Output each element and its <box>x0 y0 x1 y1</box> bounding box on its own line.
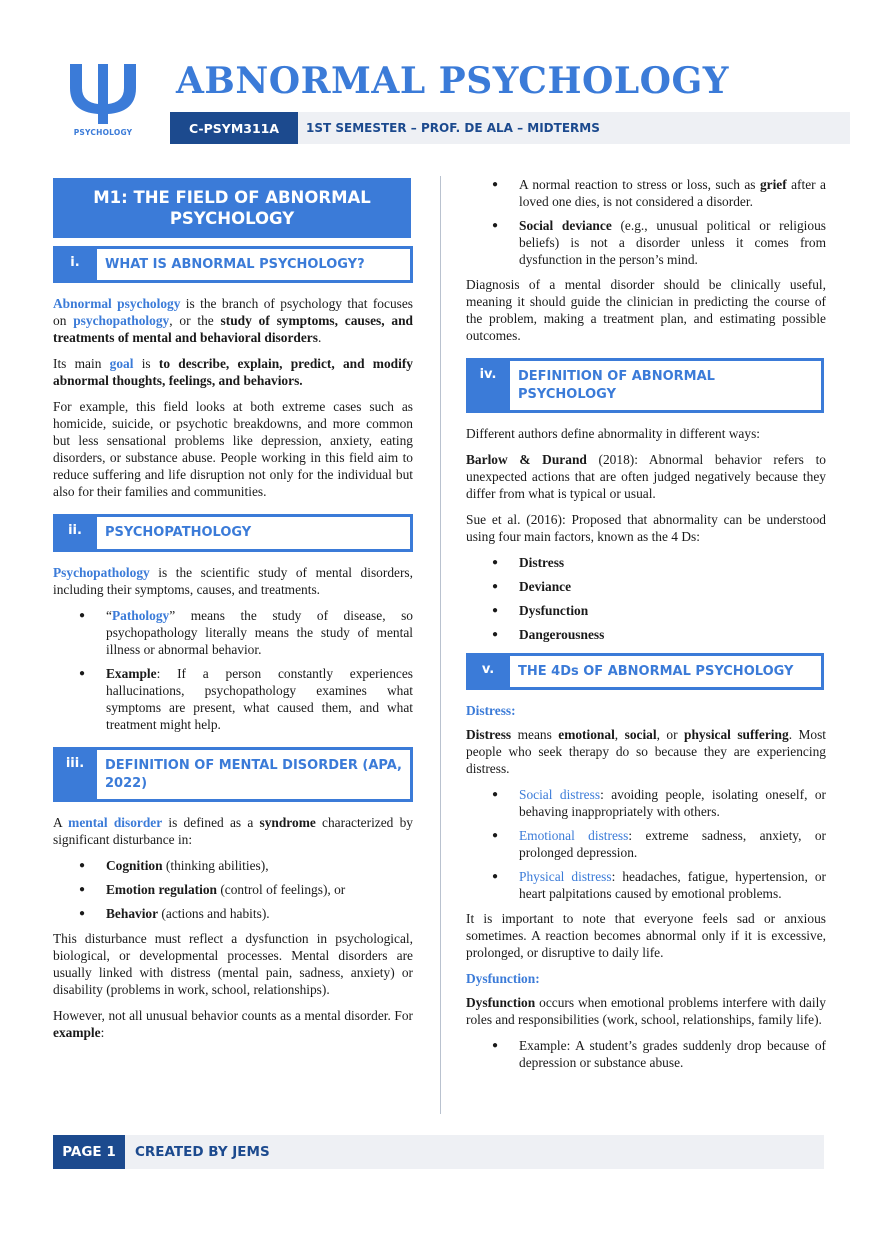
footer-bar <box>53 1135 824 1169</box>
subheading-distress: Distress: <box>466 703 516 718</box>
bullet-list <box>466 1037 826 1071</box>
four-ds-list <box>466 554 826 643</box>
list-item: ● Behavior (actions and habits). <box>53 905 413 922</box>
column-divider <box>440 176 441 1114</box>
course-code: C-PSYM311A <box>170 112 298 144</box>
paragraph: For example, this field looks at both extreme cases such as homicide, suicide, or psychotic breakdowns, and more common but less sensational problems like depression, anxiety, eating disorders, or substance abuse. People working in this field aim to reduce suffering and life disruption not only for the individual but also for their families and communities. <box>53 399 413 499</box>
document-title: ABNORMAL PSYCHOLOGY <box>176 60 729 102</box>
section-header-i <box>53 246 413 283</box>
paragraph: Its main goal is to describe, explain, predict, and modify abnormal thoughts, feelings, and behaviors. <box>53 356 413 388</box>
paragraph: Diagnosis of a mental disorder should be clinically useful, meaning it should guide the clinician in predicting the course of the problem, making a treatment plan, and estimating possible outcomes. <box>466 277 826 343</box>
subheading-dysfunction: Dysfunction: <box>466 971 540 986</box>
section-header-iii <box>53 747 413 802</box>
paragraph: However, not all unusual behavior counts as a mental disorder. For example: <box>53 1008 413 1040</box>
section-title: WHAT IS ABNORMAL PSYCHOLOGY? <box>97 246 413 283</box>
list-item: ● Deviance <box>466 578 826 595</box>
bullet-list <box>466 786 826 902</box>
list-item: ● Social deviance (e.g., unusual political or religious beliefs) is not a disorder unless it comes from dysfunction in the person’s mind. <box>466 217 826 268</box>
logo-caption: PSYCHOLOGY <box>73 128 133 137</box>
list-item: ● Example: If a person constantly experiences hallucinations, psychopathology examines what symptoms are present, what caused them, and what treatment might help. <box>53 665 413 733</box>
page-number: PAGE 1 <box>53 1135 125 1169</box>
section-number: i. <box>53 246 97 283</box>
bullet-list <box>53 607 413 733</box>
section-title: THE 4Ds OF ABNORMAL PSYCHOLOGY <box>510 653 824 690</box>
bullet-list <box>466 176 826 268</box>
section-number: v. <box>466 653 510 690</box>
section-title: DEFINITION OF ABNORMAL PSYCHOLOGY <box>510 358 824 413</box>
list-item: ● Distress <box>466 554 826 571</box>
paragraph: It is important to note that everyone feels sad or anxious sometimes. A reaction becomes abnormal only if it is excessive, prolonged, or disruptive to daily life. <box>466 911 826 960</box>
list-item: ● Emotion regulation (control of feelings), or <box>53 881 413 898</box>
right-column <box>466 176 826 1079</box>
paragraph: Psychopathology is the scientific study of mental disorders, including their symptoms, causes, and treatments. <box>53 565 413 597</box>
paragraph: Sue et al. (2016): Proposed that abnormality can be understood using four main factors, known as the 4 Ds: <box>466 512 826 544</box>
list-item: ● Example: A student’s grades suddenly drop because of depression or substance abuse. <box>466 1037 826 1071</box>
module-title: M1: THE FIELD OF ABNORMAL PSYCHOLOGY <box>53 178 411 238</box>
paragraph: A mental disorder is defined as a syndrome characterized by significant disturbance in: <box>53 815 413 847</box>
list-item: ● Dangerousness <box>466 626 826 643</box>
list-item: ● Cognition (thinking abilities), <box>53 857 413 874</box>
paragraph: Dysfunction occurs when emotional problems interfere with daily roles and responsibilities (work, school, relationships, family life). <box>466 995 826 1027</box>
semester-line: 1ST SEMESTER – PROF. DE ALA – MIDTERMS <box>306 121 600 135</box>
paragraph: This disturbance must reflect a dysfunction in psychological, biological, or developmental processes. Mental disorders are usually linked with distress (mental pain, sadness, anxiety) or disability (problems in work, school, relationships). <box>53 931 413 997</box>
list-item: ● Social distress: avoiding people, isolating oneself, or behaving inappropriately with others. <box>466 786 826 820</box>
section-header-ii <box>53 514 413 552</box>
section-title: PSYCHOPATHOLOGY <box>97 514 413 552</box>
bullet-list <box>53 857 413 922</box>
section-title: DEFINITION OF MENTAL DISORDER (APA, 2022) <box>97 747 413 802</box>
section-header-v <box>466 653 824 690</box>
list-item: ● “Pathology” means the study of disease, so psychopathology literally means the study of mental illness or abnormal behavior. <box>53 607 413 658</box>
list-item: ● Emotional distress: extreme sadness, anxiety, or prolonged depression. <box>466 827 826 861</box>
section-number: iv. <box>466 358 510 413</box>
list-item: ● Physical distress: headaches, fatigue, hypertension, or heart palpitations caused by emotional problems. <box>466 868 826 902</box>
paragraph: Abnormal psychology is the branch of psychology that focuses on psychopathology, or the study of symptoms, causes, and treatments of mental and behavioral disorders. <box>53 296 413 345</box>
paragraph: Different authors define abnormality in different ways: <box>466 426 761 441</box>
list-item: ● A normal reaction to stress or loss, such as grief after a loved one dies, is not considered a disorder. <box>466 176 826 210</box>
left-column <box>53 178 413 1050</box>
author-credit: CREATED BY JEMS <box>135 1144 270 1160</box>
section-number: iii. <box>53 747 97 802</box>
subheader-bar <box>170 112 850 144</box>
list-item: ● Dysfunction <box>466 602 826 619</box>
section-header-iv <box>466 358 824 413</box>
section-number: ii. <box>53 514 97 552</box>
paragraph: Distress means emotional, social, or physical suffering. Most people who seek therapy do so because they are experiencing distress. <box>466 727 827 776</box>
paragraph: Barlow & Durand (2018): Abnormal behavior refers to unexpected actions that are often judged negatively because they differ from what is typical or usual. <box>466 452 826 501</box>
